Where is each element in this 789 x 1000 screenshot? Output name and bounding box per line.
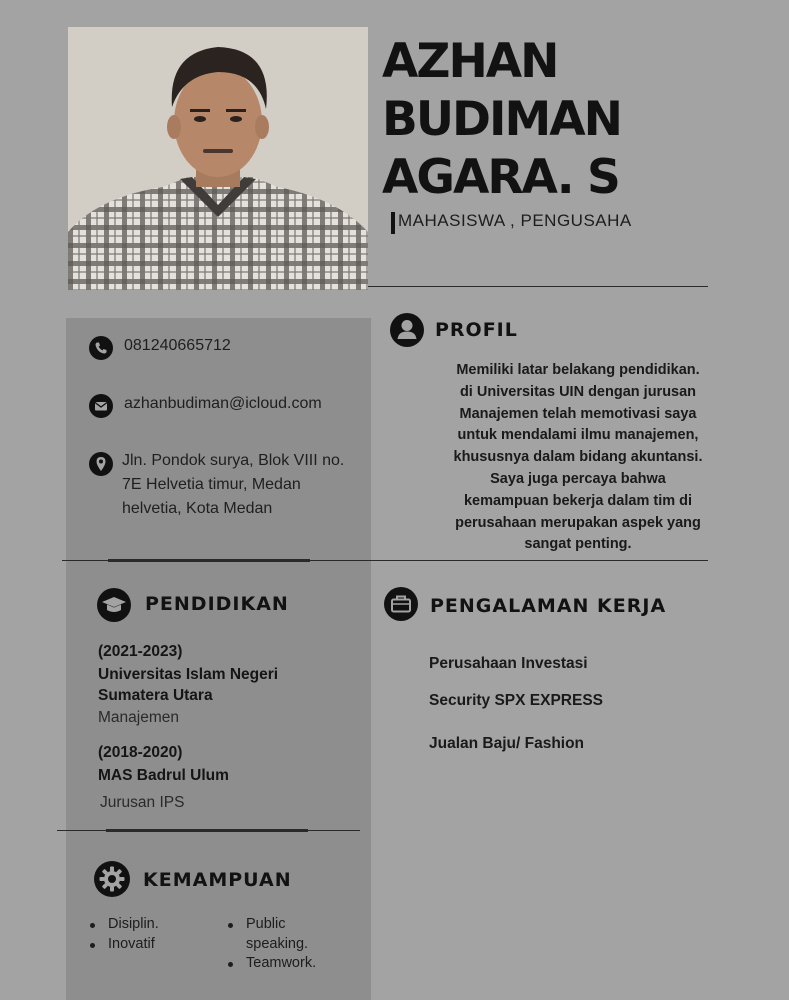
- job-item-1: Perusahaan Investasi: [429, 655, 588, 672]
- profil-description: [430, 360, 726, 556]
- edu-major-1: Manajemen: [98, 709, 179, 726]
- pendidikan-title: PENDIDIKAN: [145, 593, 289, 615]
- profil-line: Saya juga percaya bahwa: [490, 470, 666, 487]
- profile-photo: [68, 27, 368, 290]
- gear-icon: [94, 861, 130, 897]
- name-line-3: AGARA. S: [382, 150, 619, 205]
- skill-text: speaking.: [246, 935, 309, 952]
- profil-line: di Universitas UIN dengan jurusan: [459, 383, 697, 400]
- profil-line: khususnya dalam bidang akuntansi.: [453, 449, 703, 466]
- profil-line: sangat penting.: [524, 536, 632, 553]
- name-line-1: AZHAN: [382, 34, 558, 89]
- address-line-2: 7E Helvetia timur, Medan: [122, 476, 301, 493]
- profil-line: untuk mendalami ilmu manajemen,: [457, 427, 699, 444]
- skills-column-2: [228, 915, 316, 974]
- skill-text: Public: [246, 916, 286, 932]
- address-line-3: helvetia, Kota Medan: [122, 500, 273, 517]
- location-pin-icon: [89, 452, 113, 476]
- job-item-3: Jualan Baju/ Fashion: [429, 735, 585, 752]
- header-divider: [368, 286, 708, 287]
- lower-divider-accent: [106, 829, 308, 832]
- profil-title: PROFIL: [435, 319, 518, 341]
- edu-years-2: (2018-2020): [98, 744, 183, 761]
- edu-school-1-line-1: Universitas Islam Negeri: [98, 666, 279, 683]
- kemampuan-title: KEMAMPUAN: [143, 869, 292, 891]
- edu-major-2: Jurusan IPS: [100, 794, 185, 811]
- profil-line: kemampuan bekerja dalam tim di: [463, 492, 693, 509]
- profile-photo-illustration: [68, 27, 368, 290]
- skill-item: Teamwork.: [228, 954, 316, 974]
- edu-years-1: (2021-2023): [98, 643, 183, 660]
- edu-school-2: MAS Badrul Ulum: [98, 767, 229, 784]
- edu-school-1-line-2: Sumatera Utara: [98, 687, 213, 704]
- profil-line: perusahaan merupakan aspek yang: [455, 514, 701, 531]
- job-item-2: Security SPX EXPRESS: [429, 692, 604, 709]
- phone-number[interactable]: 081240665712: [124, 337, 231, 354]
- job-title: MAHASISWA , PENGUSAHA: [398, 211, 632, 230]
- address-line-1: Jln. Pondok surya, Blok VIII no.: [122, 452, 345, 469]
- skill-item: Inovatif: [90, 935, 159, 955]
- skill-item-public-speaking: [228, 915, 316, 954]
- name-line-2: BUDIMAN: [382, 92, 621, 147]
- profil-line: Memiliki latar belakang pendidikan.: [456, 362, 700, 378]
- pengalaman-title: PENGALAMAN KERJA: [430, 595, 667, 617]
- graduation-cap-icon: [97, 588, 131, 622]
- email-address[interactable]: azhanbudiman@icloud.com: [124, 395, 322, 412]
- skills-column-1: [90, 915, 159, 954]
- profil-line: Manajemen telah memotivasi saya: [459, 405, 697, 422]
- briefcase-icon: [384, 587, 418, 621]
- job-title-bar: [391, 212, 395, 234]
- skill-item: Disiplin.: [90, 915, 159, 935]
- user-icon: [390, 313, 424, 347]
- middle-divider-accent: [108, 559, 310, 562]
- phone-icon: [89, 336, 113, 360]
- email-icon: [89, 394, 113, 418]
